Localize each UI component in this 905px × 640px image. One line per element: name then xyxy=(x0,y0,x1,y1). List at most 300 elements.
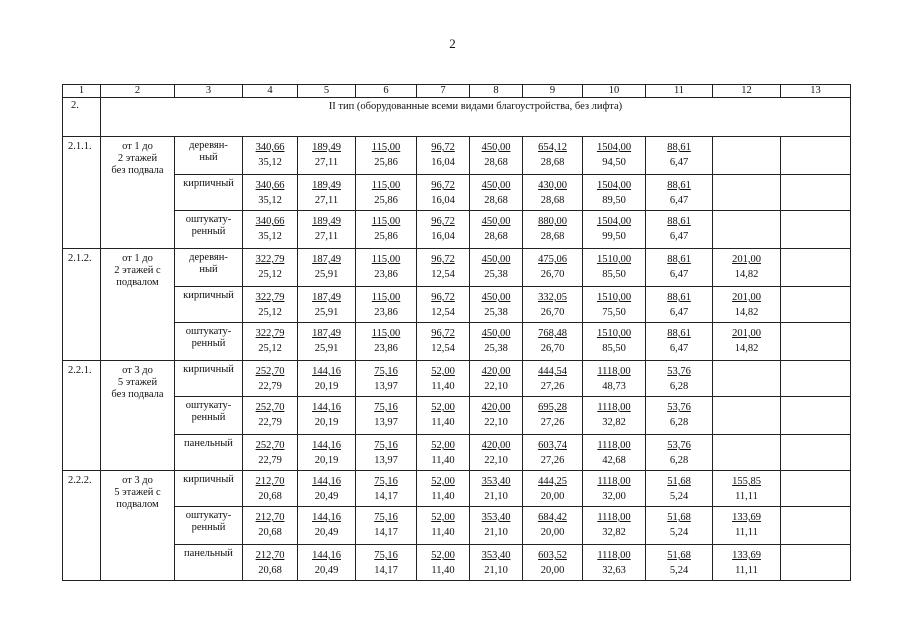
tariff-value: 96,72 xyxy=(431,216,455,227)
column-number-cell: 12 xyxy=(713,85,781,98)
column-number-cell: 2 xyxy=(101,85,175,98)
norm-value: 12,54 xyxy=(431,269,455,280)
value-cell xyxy=(523,287,583,323)
norm-value: 11,40 xyxy=(431,565,455,576)
value-cell xyxy=(583,137,646,175)
tariff-value: 88,61 xyxy=(667,254,691,265)
value-cell xyxy=(583,545,646,581)
norm-value: 25,86 xyxy=(374,157,398,168)
value-cell xyxy=(298,211,356,249)
tariff-value: 115,00 xyxy=(371,180,401,191)
value-cell xyxy=(298,175,356,211)
norm-value: 28,68 xyxy=(540,195,565,206)
value-cell xyxy=(417,249,470,287)
norm-value: 25,91 xyxy=(314,307,339,318)
norm-value: 75,50 xyxy=(602,307,626,318)
tariff-value: 75,16 xyxy=(374,366,398,377)
tariff-value: 450,00 xyxy=(481,142,511,153)
norm-value: 25,86 xyxy=(374,231,398,242)
value-cell xyxy=(646,287,713,323)
tariff-value: 212,70 xyxy=(255,550,285,561)
floors-line: от 1 до xyxy=(122,141,153,152)
norm-value: 21,10 xyxy=(484,491,508,502)
tariff-value: 201,00 xyxy=(732,254,761,265)
value-cell xyxy=(298,287,356,323)
tariff-value: 53,76 xyxy=(667,440,691,451)
value-cell xyxy=(356,435,417,471)
norm-value: 16,04 xyxy=(431,195,455,206)
value-cell xyxy=(583,249,646,287)
wall-material xyxy=(175,287,243,323)
norm-value: 25,91 xyxy=(314,269,339,280)
tariff-value: 75,16 xyxy=(374,440,398,451)
empty-cell xyxy=(781,545,851,581)
norm-value: 14,82 xyxy=(734,307,759,318)
material-line: кирпичный xyxy=(183,474,234,485)
empty-cell xyxy=(781,175,851,211)
table-row xyxy=(63,175,851,211)
tariff-value: 1510,00 xyxy=(596,254,632,265)
norm-value: 27,26 xyxy=(540,417,565,428)
value-cell xyxy=(583,471,646,507)
material-line: кирпичный xyxy=(183,178,234,189)
value-cell xyxy=(646,175,713,211)
norm-value: 48,73 xyxy=(602,381,626,392)
tariff-value: 1510,00 xyxy=(596,328,632,339)
empty-cell xyxy=(781,397,851,435)
norm-value: 99,50 xyxy=(602,231,626,242)
norm-value: 25,12 xyxy=(258,269,282,280)
norm-value: 5,24 xyxy=(669,527,689,538)
value-cell xyxy=(417,507,470,545)
value-cell xyxy=(583,507,646,545)
group-floors xyxy=(101,249,175,361)
norm-value: 13,97 xyxy=(374,417,398,428)
tariff-value: 52,00 xyxy=(431,366,455,377)
tariff-value: 115,00 xyxy=(371,292,401,303)
table-row xyxy=(63,287,851,323)
norm-value: 11,40 xyxy=(431,527,455,538)
value-cell xyxy=(356,397,417,435)
wall-material xyxy=(175,397,243,435)
group-code: 2.2.2. xyxy=(63,471,101,581)
value-cell xyxy=(356,545,417,581)
tariff-value: 654,12 xyxy=(538,142,567,153)
table-row xyxy=(63,545,851,581)
empty-cell xyxy=(781,287,851,323)
value-cell xyxy=(713,287,781,323)
tariff-value: 1118,00 xyxy=(597,476,631,487)
tariff-value: 1118,00 xyxy=(597,512,631,523)
value-cell xyxy=(713,361,781,397)
tariff-value: 684,42 xyxy=(538,512,567,523)
norm-value: 35,12 xyxy=(258,231,282,242)
tariff-value: 75,16 xyxy=(374,550,398,561)
tariff-value: 133,69 xyxy=(732,550,761,561)
table-row xyxy=(63,471,851,507)
type-title: II тип (оборудованные всеми видами благоустройства, без лифта) xyxy=(101,98,851,137)
tariff-value: 420,00 xyxy=(481,440,511,451)
value-cell xyxy=(646,545,713,581)
tariff-value: 144,16 xyxy=(312,476,341,487)
tariff-value: 96,72 xyxy=(431,142,455,153)
tariff-value: 88,61 xyxy=(667,180,691,191)
norm-value: 20,19 xyxy=(314,381,339,392)
value-cell xyxy=(583,361,646,397)
column-number-cell: 8 xyxy=(470,85,523,98)
empty-cell xyxy=(781,435,851,471)
wall-material xyxy=(175,361,243,397)
value-cell xyxy=(523,545,583,581)
value-cell xyxy=(243,211,298,249)
wall-material xyxy=(175,211,243,249)
tariff-value: 880,00 xyxy=(538,216,567,227)
value-cell xyxy=(417,397,470,435)
norm-value: 27,26 xyxy=(540,381,565,392)
value-cell xyxy=(713,175,781,211)
tariff-value: 603,52 xyxy=(538,550,567,561)
norm-value: 35,12 xyxy=(258,157,282,168)
value-cell xyxy=(523,249,583,287)
value-cell xyxy=(713,137,781,175)
value-cell xyxy=(713,545,781,581)
value-cell xyxy=(646,397,713,435)
tariff-value: 444,54 xyxy=(538,366,567,377)
value-cell xyxy=(713,397,781,435)
norm-value: 28,68 xyxy=(484,157,508,168)
tariff-value: 187,49 xyxy=(312,328,341,339)
tariff-value: 88,61 xyxy=(667,142,691,153)
floors-line: без подвала xyxy=(111,165,164,176)
norm-value: 25,38 xyxy=(484,307,508,318)
value-cell xyxy=(298,471,356,507)
value-cell xyxy=(356,471,417,507)
tariff-value: 115,00 xyxy=(371,254,401,265)
tariff-value: 450,00 xyxy=(481,180,511,191)
norm-value: 22,10 xyxy=(484,381,508,392)
value-cell xyxy=(646,137,713,175)
material-line: деревян- xyxy=(189,252,228,263)
group-floors xyxy=(101,137,175,249)
tariff-value: 201,00 xyxy=(732,292,761,303)
value-cell xyxy=(356,361,417,397)
value-cell xyxy=(243,471,298,507)
material-line: панельный xyxy=(184,438,233,449)
material-line: ренный xyxy=(191,226,226,237)
value-cell xyxy=(646,249,713,287)
norm-value: 13,97 xyxy=(374,455,398,466)
norm-value: 20,49 xyxy=(314,491,339,502)
floors-line: 2 этажей xyxy=(117,153,158,164)
norm-value: 42,68 xyxy=(602,455,626,466)
value-cell xyxy=(356,175,417,211)
tariff-value: 332,05 xyxy=(538,292,567,303)
tariff-value: 189,49 xyxy=(312,216,341,227)
value-cell xyxy=(523,361,583,397)
tariff-value: 52,00 xyxy=(431,476,455,487)
wall-material xyxy=(175,507,243,545)
tariff-value: 353,40 xyxy=(481,476,511,487)
table-row xyxy=(63,323,851,361)
norm-value: 16,04 xyxy=(431,231,455,242)
norm-value: 23,86 xyxy=(374,269,398,280)
norm-value: 22,79 xyxy=(258,381,282,392)
value-cell xyxy=(713,435,781,471)
value-cell xyxy=(523,435,583,471)
value-cell xyxy=(523,397,583,435)
norm-value: 11,40 xyxy=(431,491,455,502)
norm-value: 25,12 xyxy=(258,307,282,318)
tariff-value: 1118,00 xyxy=(597,440,631,451)
norm-value: 11,40 xyxy=(431,455,455,466)
norm-value: 6,47 xyxy=(669,157,689,168)
norm-value: 5,24 xyxy=(669,565,689,576)
tariff-value: 340,66 xyxy=(255,142,285,153)
material-line: ренный xyxy=(191,412,226,423)
tariff-value: 144,16 xyxy=(312,402,341,413)
tariff-value: 53,76 xyxy=(667,402,691,413)
value-cell xyxy=(243,507,298,545)
floors-line: 5 этажей xyxy=(117,377,158,388)
norm-value: 12,54 xyxy=(431,307,455,318)
norm-value: 20,00 xyxy=(540,527,565,538)
value-cell xyxy=(523,137,583,175)
value-cell xyxy=(417,323,470,361)
column-number-cell: 9 xyxy=(523,85,583,98)
table-row xyxy=(63,211,851,249)
value-cell xyxy=(470,361,523,397)
value-cell xyxy=(713,471,781,507)
empty-cell xyxy=(781,507,851,545)
tariff-value: 189,49 xyxy=(312,180,341,191)
tariff-value: 96,72 xyxy=(431,180,455,191)
value-cell xyxy=(243,137,298,175)
value-cell xyxy=(646,323,713,361)
value-cell xyxy=(298,545,356,581)
tariff-value: 144,16 xyxy=(312,512,341,523)
table-row xyxy=(63,435,851,471)
norm-value: 32,63 xyxy=(602,565,626,576)
tariff-value: 144,16 xyxy=(312,550,341,561)
value-cell xyxy=(417,435,470,471)
floors-line: от 1 до xyxy=(122,253,153,264)
value-cell xyxy=(417,137,470,175)
tariff-value: 340,66 xyxy=(255,216,285,227)
material-line: ный xyxy=(199,264,218,275)
value-cell xyxy=(523,323,583,361)
tariff-value: 52,00 xyxy=(431,512,455,523)
norm-value: 21,10 xyxy=(484,565,508,576)
tariff-value: 52,00 xyxy=(431,402,455,413)
value-cell xyxy=(583,323,646,361)
tariff-value: 75,16 xyxy=(374,402,398,413)
value-cell xyxy=(298,323,356,361)
tariff-value: 88,61 xyxy=(667,328,691,339)
tariff-value: 52,00 xyxy=(431,550,455,561)
norm-value: 28,68 xyxy=(484,231,508,242)
material-line: кирпичный xyxy=(183,290,234,301)
empty-cell xyxy=(781,361,851,397)
tariff-value: 1504,00 xyxy=(596,216,632,227)
table-row xyxy=(63,397,851,435)
norm-value: 11,40 xyxy=(431,381,455,392)
group-code: 2.1.1. xyxy=(63,137,101,249)
norm-value: 20,19 xyxy=(314,417,339,428)
value-cell xyxy=(470,545,523,581)
tariff-value: 212,70 xyxy=(255,476,285,487)
material-line: оштукату- xyxy=(185,510,232,521)
tariff-value: 189,49 xyxy=(312,142,341,153)
norm-value: 22,10 xyxy=(484,417,508,428)
value-cell xyxy=(583,287,646,323)
empty-cell xyxy=(781,323,851,361)
tariff-value: 133,69 xyxy=(732,512,761,523)
value-cell xyxy=(470,137,523,175)
norm-value: 6,28 xyxy=(669,417,689,428)
tariff-value: 201,00 xyxy=(732,328,761,339)
value-cell xyxy=(470,249,523,287)
column-number-cell: 11 xyxy=(646,85,713,98)
value-cell xyxy=(646,211,713,249)
material-line: ренный xyxy=(191,338,226,349)
column-number-cell: 4 xyxy=(243,85,298,98)
value-cell xyxy=(356,211,417,249)
material-line: деревян- xyxy=(189,140,228,151)
norm-value: 20,68 xyxy=(258,491,282,502)
norm-value: 28,68 xyxy=(484,195,508,206)
tariff-table xyxy=(62,84,851,581)
tariff-value: 115,00 xyxy=(371,216,401,227)
norm-value: 20,49 xyxy=(314,565,339,576)
tariff-value: 115,00 xyxy=(371,328,401,339)
norm-value: 16,04 xyxy=(431,157,455,168)
tariff-value: 340,66 xyxy=(255,180,285,191)
empty-cell xyxy=(781,249,851,287)
value-cell xyxy=(417,175,470,211)
norm-value: 25,91 xyxy=(314,343,339,354)
tariff-value: 1504,00 xyxy=(596,180,632,191)
tariff-value: 96,72 xyxy=(431,292,455,303)
column-number-cell: 13 xyxy=(781,85,851,98)
norm-value: 25,38 xyxy=(484,269,508,280)
norm-value: 25,38 xyxy=(484,343,508,354)
tariff-value: 420,00 xyxy=(481,402,511,413)
wall-material xyxy=(175,137,243,175)
page-number: 2 xyxy=(449,36,456,51)
norm-value: 26,70 xyxy=(540,343,565,354)
norm-value: 27,11 xyxy=(314,157,339,168)
group-floors xyxy=(101,361,175,471)
value-cell xyxy=(470,175,523,211)
tariff-value: 450,00 xyxy=(481,328,511,339)
tariff-value: 252,70 xyxy=(255,366,285,377)
norm-value: 32,82 xyxy=(602,417,626,428)
tariff-value: 144,16 xyxy=(312,440,341,451)
norm-value: 14,82 xyxy=(734,343,759,354)
norm-value: 22,79 xyxy=(258,417,282,428)
tariff-value: 52,00 xyxy=(431,440,455,451)
norm-value: 6,47 xyxy=(669,343,689,354)
wall-material xyxy=(175,471,243,507)
tariff-value: 475,06 xyxy=(538,254,567,265)
tariff-value: 603,74 xyxy=(538,440,567,451)
tariff-value: 1510,00 xyxy=(596,292,632,303)
norm-value: 14,82 xyxy=(734,269,759,280)
norm-value: 27,26 xyxy=(540,455,565,466)
value-cell xyxy=(243,397,298,435)
value-cell xyxy=(243,545,298,581)
floors-line: от 3 до xyxy=(122,475,153,486)
value-cell xyxy=(470,397,523,435)
group-floors xyxy=(101,471,175,581)
tariff-value: 75,16 xyxy=(374,512,398,523)
floors-line: от 3 до xyxy=(122,365,153,376)
tariff-value: 96,72 xyxy=(431,254,455,265)
value-cell xyxy=(243,361,298,397)
norm-value: 27,11 xyxy=(314,231,339,242)
norm-value: 85,50 xyxy=(602,269,626,280)
wall-material xyxy=(175,175,243,211)
norm-value: 11,11 xyxy=(735,565,758,576)
norm-value: 14,17 xyxy=(374,491,398,502)
tariff-value: 88,61 xyxy=(667,292,691,303)
norm-value: 23,86 xyxy=(374,343,398,354)
value-cell xyxy=(523,175,583,211)
tariff-value: 322,79 xyxy=(255,328,285,339)
norm-value: 94,50 xyxy=(602,157,626,168)
norm-value: 6,28 xyxy=(669,381,689,392)
tariff-value: 1118,00 xyxy=(597,550,631,561)
material-line: ный xyxy=(199,152,218,163)
value-cell xyxy=(298,435,356,471)
tariff-value: 420,00 xyxy=(481,366,511,377)
norm-value: 5,24 xyxy=(669,491,689,502)
material-line: кирпичный xyxy=(183,364,234,375)
norm-value: 20,68 xyxy=(258,527,282,538)
floors-line: 2 этажей с xyxy=(114,265,161,276)
table-row xyxy=(63,137,851,175)
tariff-value: 51,68 xyxy=(667,512,691,523)
table-row xyxy=(63,361,851,397)
column-number-row xyxy=(63,85,851,98)
value-cell xyxy=(470,435,523,471)
norm-value: 25,12 xyxy=(258,343,282,354)
norm-value: 22,10 xyxy=(484,455,508,466)
tariff-value: 353,40 xyxy=(481,550,511,561)
value-cell xyxy=(356,287,417,323)
norm-value: 27,11 xyxy=(314,195,339,206)
value-cell xyxy=(243,175,298,211)
value-cell xyxy=(417,545,470,581)
value-cell xyxy=(523,507,583,545)
tariff-value: 322,79 xyxy=(255,254,285,265)
norm-value: 23,86 xyxy=(374,307,398,318)
value-cell xyxy=(243,249,298,287)
tariff-value: 322,79 xyxy=(255,292,285,303)
value-cell xyxy=(298,507,356,545)
tariff-value: 75,16 xyxy=(374,476,398,487)
tariff-value: 187,49 xyxy=(312,292,341,303)
norm-value: 35,12 xyxy=(258,195,282,206)
value-cell xyxy=(583,175,646,211)
tariff-value: 450,00 xyxy=(481,216,511,227)
value-cell xyxy=(523,211,583,249)
tariff-value: 768,48 xyxy=(538,328,567,339)
norm-value: 20,00 xyxy=(540,491,565,502)
value-cell xyxy=(713,507,781,545)
norm-value: 11,11 xyxy=(735,491,758,502)
norm-value: 25,86 xyxy=(374,195,398,206)
